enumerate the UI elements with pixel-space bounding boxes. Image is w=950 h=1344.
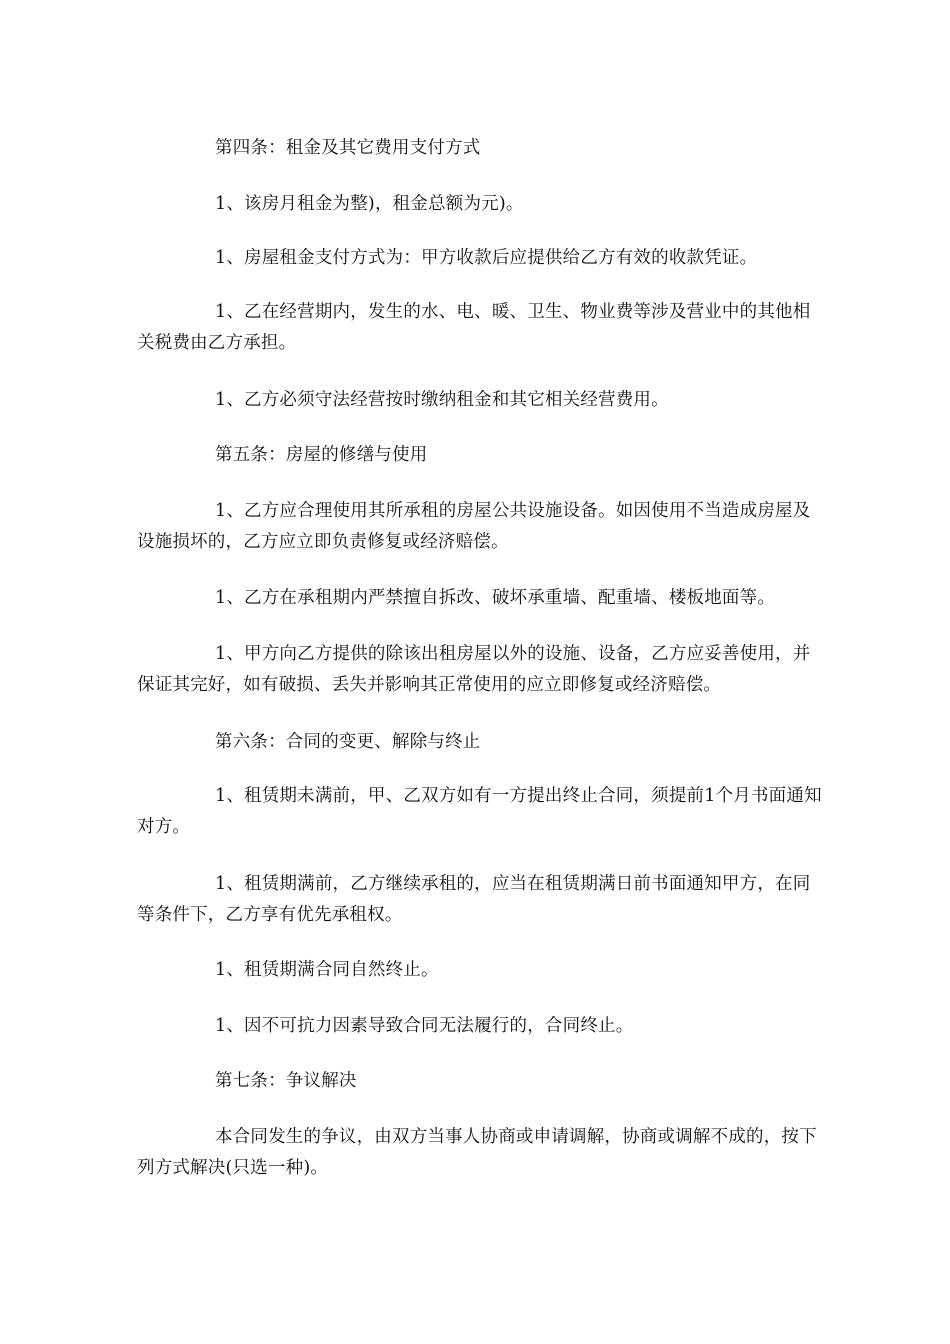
paragraph-no-demolition: 1、乙方在承租期内严禁擅自拆改、破坏承重墙、配重墙、楼板地面等。: [215, 588, 776, 608]
paragraph-renewal-priority: 1、租赁期满前，乙方继续承租的，应当在租赁期满日前书面通知甲方，在同等条件下，乙方享有优先承租权。: [137, 874, 811, 925]
paragraph-operating-costs: 1、乙在经营期内，发生的水、电、暖、卫生、物业费等涉及营业中的其他相关税费由乙方承担。: [137, 302, 811, 353]
paragraph-rent-amount: 1、该房月租金为整)，租金总额为元)。: [215, 194, 524, 214]
section-heading-article-5: 第五条：房屋的修缮与使用: [215, 445, 428, 465]
section-heading-article-6: 第六条：合同的变更、解除与终止: [215, 732, 481, 752]
section-heading-article-7: 第七条：争议解决: [215, 1071, 357, 1091]
paragraph-natural-expiry: 1、租赁期满合同自然终止。: [215, 960, 439, 980]
paragraph-dispute-resolution: 本合同发生的争议，由双方当事人协商或申请调解，协商或调解不成的，按下列方式解决(只选一种)。: [137, 1127, 817, 1178]
paragraph-lawful-operation: 1、乙方必须守法经营按时缴纳租金和其它相关经营费用。: [215, 390, 669, 410]
paragraph-payment-method: 1、房屋租金支付方式为：甲方收款后应提供给乙方有效的收款凭证。: [215, 248, 758, 268]
paragraph-facility-use: 1、乙方应合理使用其所承租的房屋公共设施设备。如因使用不当造成房屋及设施损坏的，乙方应立即负责修复或经济赔偿。: [137, 501, 811, 552]
paragraph-early-termination: 1、租赁期未满前，甲、乙双方如有一方提出终止合同，须提前1个月书面通知对方。: [137, 786, 822, 837]
paragraph-equipment-care: 1、甲方向乙方提供的除该出租房屋以外的设施、设备，乙方应妥善使用，并保证其完好，如有破损、丢失并影响其正常使用的应立即修复或经济赔偿。: [137, 644, 811, 695]
section-heading-article-4: 第四条：租金及其它费用支付方式: [215, 138, 481, 158]
paragraph-force-majeure: 1、因不可抗力因素导致合同无法履行的，合同终止。: [215, 1016, 634, 1036]
